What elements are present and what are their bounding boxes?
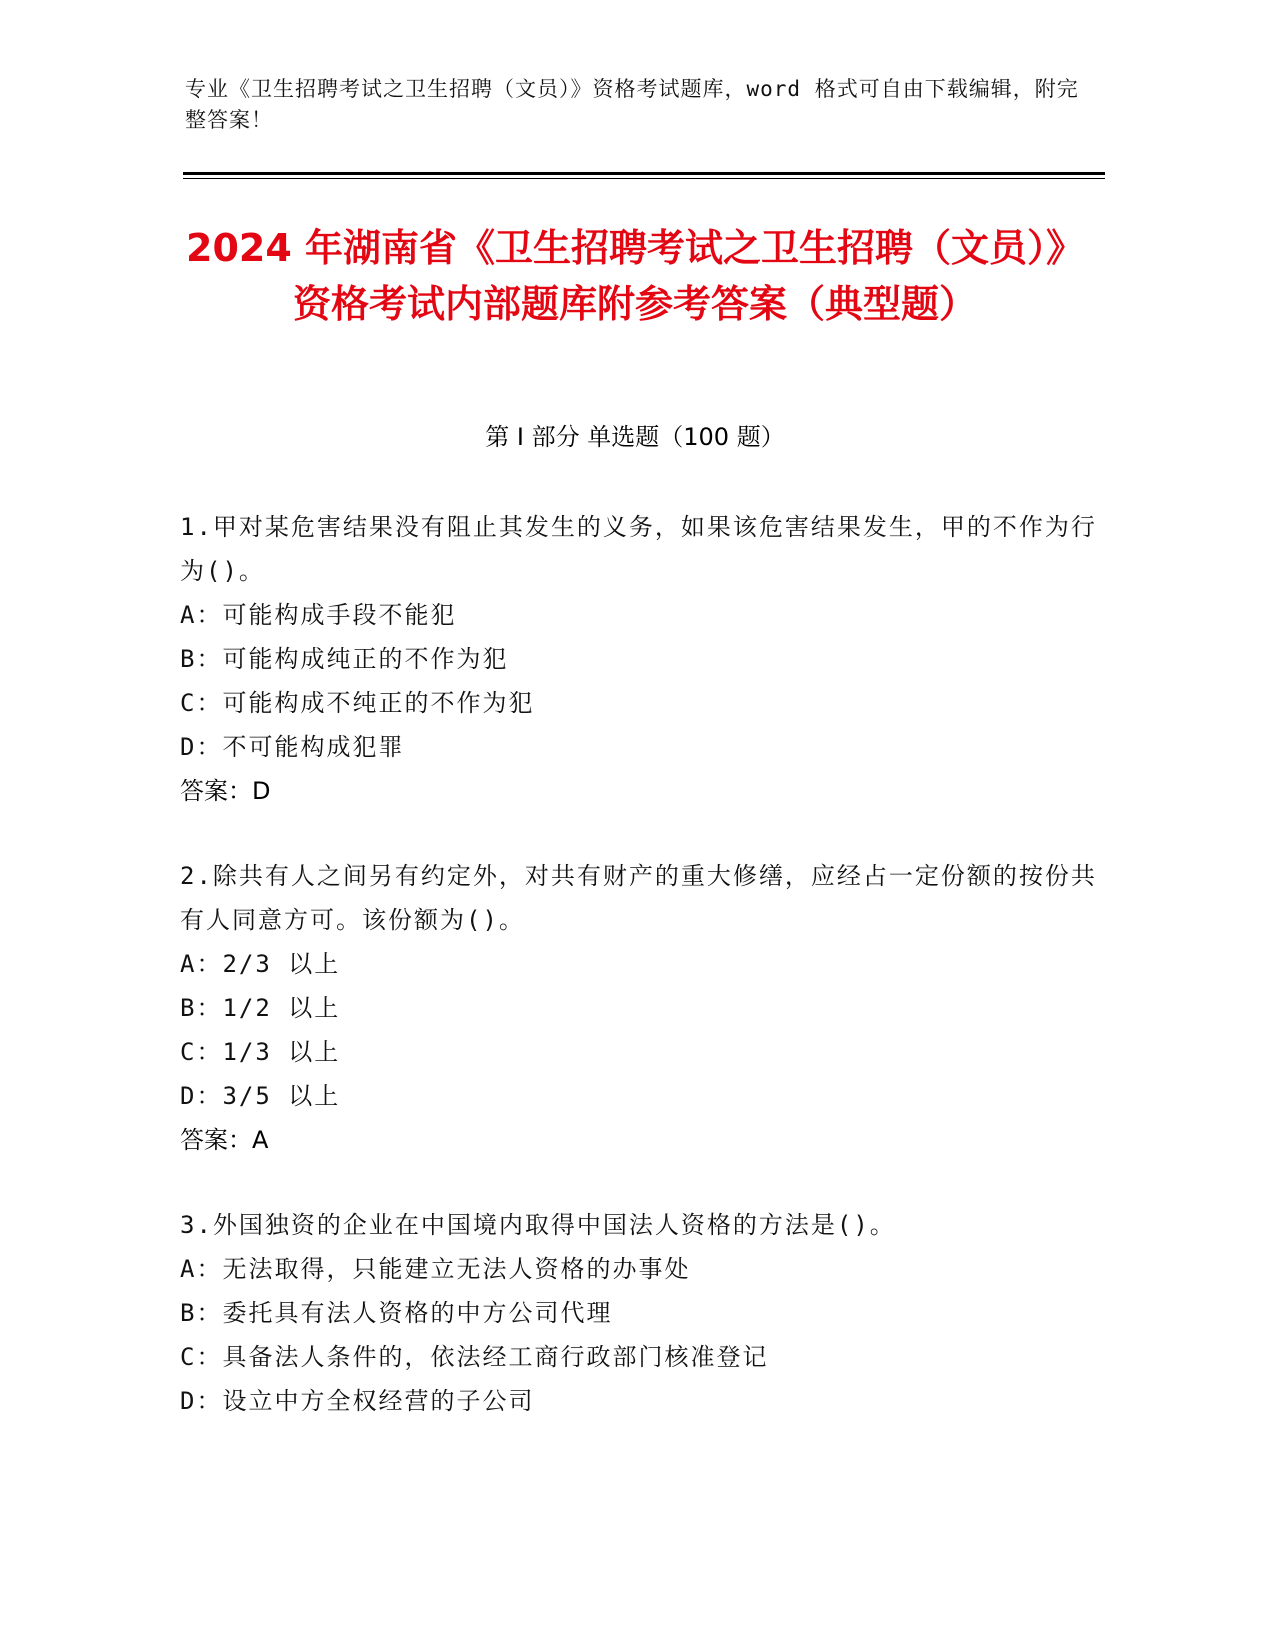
option-b: B：1/2 以上 bbox=[180, 994, 341, 1022]
document-title: 2024 年湖南省《卫生招聘考试之卫生招聘（文员）》资格考试内部题库附参考答案（典型题） bbox=[186, 226, 1084, 326]
header-divider-thin bbox=[183, 178, 1105, 179]
section-title: 第 I 部分 单选题（100 题） bbox=[485, 423, 785, 451]
option-c: C：可能构成不纯正的不作为犯 bbox=[180, 689, 535, 717]
option-c: C：具备法人条件的，依法经工商行政部门核准登记 bbox=[180, 1343, 769, 1371]
option-a: A：无法取得，只能建立无法人资格的办事处 bbox=[180, 1255, 691, 1283]
answer-line: 答案：A bbox=[180, 1126, 269, 1154]
option-a: A：2/3 以上 bbox=[180, 950, 341, 978]
option-d: D：3/5 以上 bbox=[180, 1082, 341, 1110]
question-stem: 3.外国独资的企业在中国境内取得中国法人资格的方法是()。 bbox=[180, 1211, 896, 1239]
option-a: A：可能构成手段不能犯 bbox=[180, 601, 457, 629]
option-d: D：设立中方全权经营的子公司 bbox=[180, 1387, 535, 1415]
option-d: D：不可能构成犯罪 bbox=[180, 733, 405, 761]
question-2 bbox=[180, 854, 1100, 1162]
answer-line: 答案：D bbox=[180, 777, 271, 805]
header-note: 专业《卫生招聘考试之卫生招聘（文员）》资格考试题库，word 格式可自由下载编辑，附完整答案！ bbox=[185, 77, 1079, 132]
header-divider-thick bbox=[183, 172, 1105, 175]
question-list bbox=[180, 505, 1100, 1464]
option-b: B：委托具有法人资格的中方公司代理 bbox=[180, 1299, 613, 1327]
question-stem: 2.除共有人之间另有约定外，对共有财产的重大修缮，应经占一定份额的按份共有人同意方可。该份额为()。 bbox=[180, 862, 1097, 934]
option-c: C：1/3 以上 bbox=[180, 1038, 341, 1066]
option-b: B：可能构成纯正的不作为犯 bbox=[180, 645, 509, 673]
question-1 bbox=[180, 505, 1100, 813]
question-stem: 1.甲对某危害结果没有阻止其发生的义务，如果该危害结果发生，甲的不作为行为()。 bbox=[180, 513, 1097, 585]
question-3 bbox=[180, 1203, 1100, 1423]
